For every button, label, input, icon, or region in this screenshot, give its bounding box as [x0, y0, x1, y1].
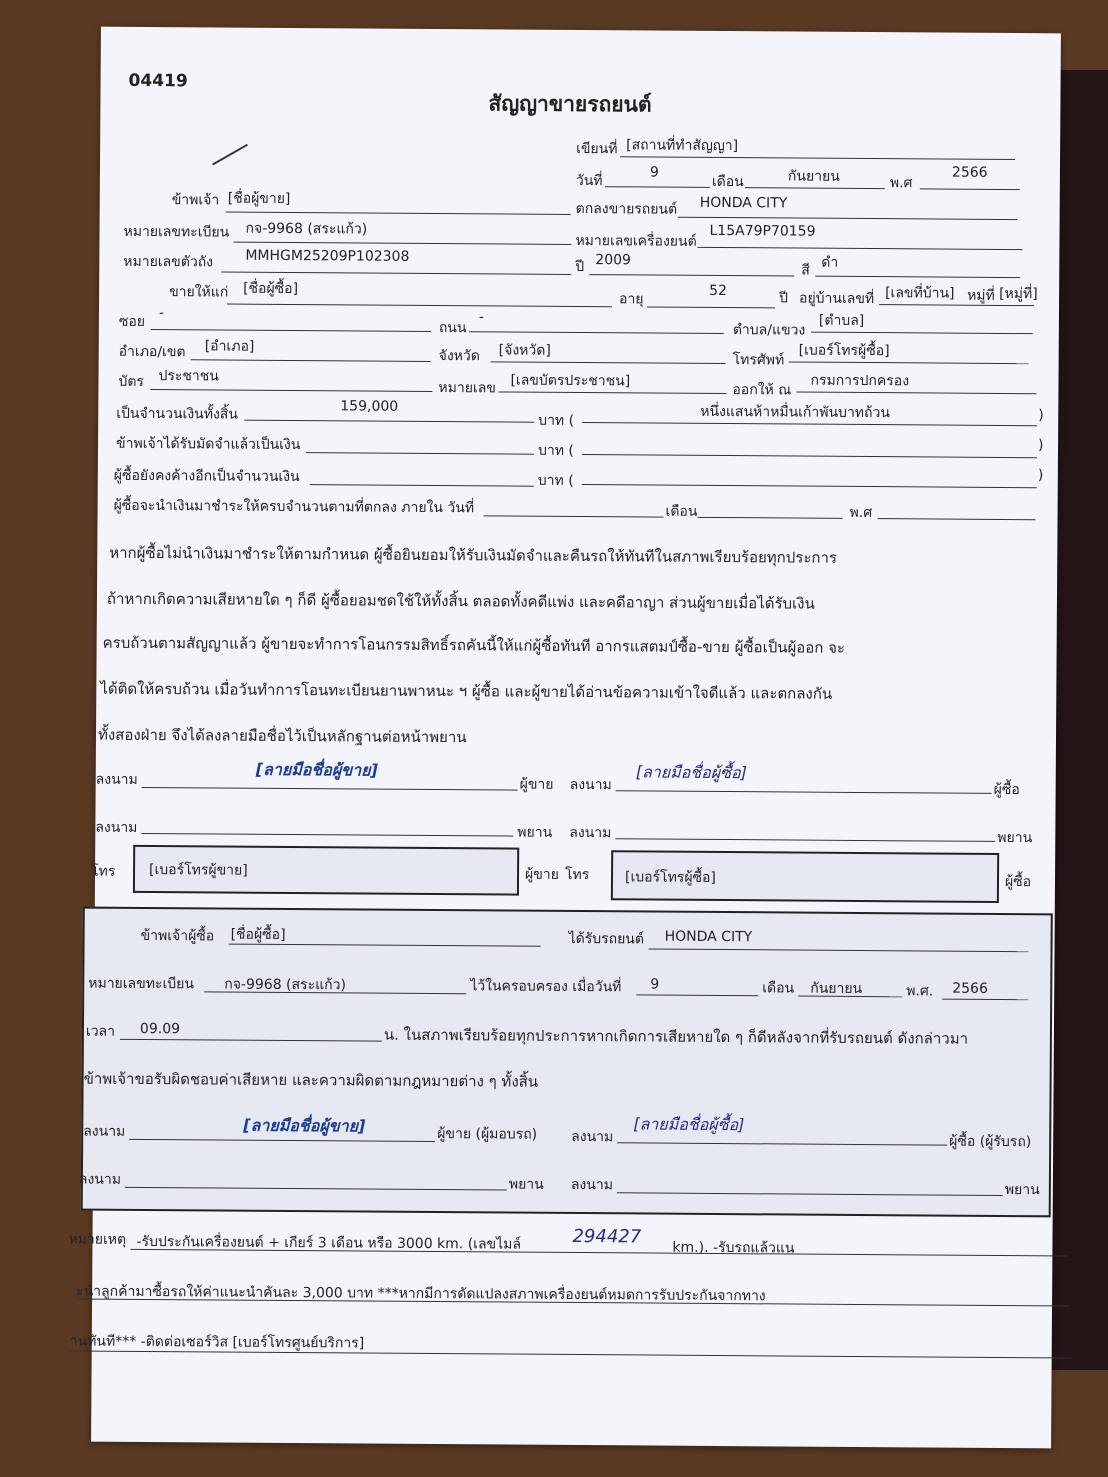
card-label: บัตร [118, 373, 145, 390]
road-label: ถนน [438, 320, 467, 337]
engine-value: L15A79P70159 [709, 222, 816, 240]
age-label: อายุ [619, 291, 644, 308]
clause-1: หากผู้ซื้อไม่นำเงินมาชำระให้ตามกำหนด ผู้ซื้อยินยอมให้รับเงินมัดจำและคืนรถให้ทันทีในสภาพเรียบร้อยทุกประการ [109, 543, 838, 567]
buyer-name: [ชื่อผู้ซื้อ] [243, 280, 299, 298]
plate-value: กจ-9968 (สระแก้ว) [245, 220, 368, 238]
receipt-car: HONDA CITY [664, 928, 753, 946]
pen-mark [212, 144, 248, 165]
plate-label: หมายเลขทะเบียน [123, 223, 230, 241]
total-label: เป็นจำนวนเงินทั้งสิ้น [116, 405, 238, 423]
clause-2: ถ้าหากเกิดความเสียหายใด ๆ ก็ดี ผู้ซื้อยอมชดใช้ให้ทั้งสิ้น ตลอดทั้งคดีแพ่ง และคดีอาญา ส่วนผู้ขายเมื่อได้รับเงิน [106, 589, 815, 613]
chassis-label: หมายเลขตัวถัง [123, 253, 214, 271]
seller-label: ข้าพเจ้า [171, 192, 220, 209]
receipt-time: 09.09 [139, 1020, 181, 1038]
issued-value: กรมการปกครอง [810, 372, 910, 390]
issued-label: ออกให้ ณ [732, 382, 792, 399]
buyer-phone-value: [เบอร์โทรผู้ซื้อ] [798, 342, 890, 360]
seller-phone-box [133, 845, 519, 896]
color-value: ดำ [821, 254, 839, 271]
remarks-label: หมายเหตุ [68, 1231, 127, 1248]
soi-label: ซอย [118, 313, 146, 330]
written-at-value: [สถานที่ทำสัญญา] [626, 137, 739, 155]
district-value: [อำเภอ] [204, 338, 255, 355]
remarks-line-1b: km.). -รับรถแล้วแน [672, 1239, 795, 1257]
buyer-phone-box-value: [เบอร์โทรผู้ซื้อ] [624, 869, 716, 886]
road-value: - [478, 309, 485, 326]
total-baht-label: บาท ( [538, 412, 575, 429]
document-number: 04419 [128, 70, 188, 92]
receipt-seller-signature: [ลายมือชื่อผู้ขาย] [243, 1115, 366, 1136]
chassis-value: MMHGM25209P102308 [245, 247, 410, 265]
age-value: 52 [709, 282, 728, 300]
deadline-label: ผู้ซื้อจะนำเงินมาชำระให้ครบจำนวนตามที่ตกลง ภายใน วันที่ [113, 497, 475, 517]
buyer-phone-label: โทรศัพท์ [732, 352, 785, 369]
clause-3: ครบถ้วนตามสัญญาแล้ว ผู้ขายจะทำการโอนกรรมสิทธิ์รถคันนี้ให้แก่ผู้ซื้อทันที อากรแสตมป์ซื้อ-ขาย ผู้ซื้อเป็นผู้ออก จะ [102, 633, 846, 657]
receipt-date: 9 [650, 976, 660, 993]
card-no-value: [เลขบัตรประชาชน] [510, 372, 631, 390]
phone-label: โทร [90, 863, 116, 880]
deposit-label: ข้าพเจ้าได้รับมัดจำแล้วเป็นเงิน [115, 435, 301, 454]
document-title: สัญญาขายรถยนต์ [488, 91, 652, 117]
color-label: สี [801, 262, 810, 279]
card-type-value: ประชาชน [158, 368, 219, 385]
house-value: [เลขที่บ้าน] [885, 285, 955, 302]
contract-paper: 04419 สัญญาขายรถยนต์ เขียนที่ [สถานที่ทำสัญญา] วันที่ 9 เดือน กันยายน พ.ศ 2566 ข้าพเจ้า [ชื่อผู้ขาย] ตกลงขายรถยนต์ HONDA CITY หมายเลขทะเบียน กจ-9968 (สระแก้ว) หมายเลขเครื่องยนต์ L15A79P70159 หมายเลขตัวถัง MMHGM25209P102308 ปี 2009 สี ดำ ขายให้แก่ [ชื่อผู้ซื้อ] อายุ 52 ปี อยู่บ้านเลขที่ [เลขที่บ้าน] หมู่ที่ [หมู่ที่] ซอย - ถนน - ตำบล/แขวง [ตำบล] อำเภอ/เขต [อำเภอ] จังหวัด [จังหวัด] โทรศัพท์ [เบอร์โทรผู้ซื้อ] บัตร ประชาชน หมายเลข [เลขบัตรประชาชน] ออกให้ ณ กรมการปกครอง เป็นจำนวนเงินทั้งสิ้น 159,000 บาท ( หนึ่งแสนห้าหมื่นเก้าพันบาทถ้วน ) ข้าพเจ้าได้รับมัดจำแล้วเป็นเงิน บาท ( ) ผู้ซื้อยังคงค้างอีกเป็นจำนวนเงิน บาท ( ) ผู้ซื้อจะนำเงินมาชำระให้ครบจำนวนตามที่ตกลง ภายใน วันที่ เดือน พ.ศ หากผู้ซื้อไม่นำเงินมาชำระให้ตามกำหนด ผู้ซื้อยินยอมให้รับเงินมัดจำและคืนรถให้ทันทีในสภาพเรียบร้อยทุกประการ ถ้าหากเกิดความเสียหายใด ๆ ก็ดี ผู้ซื้อยอมชดใช้ให้ทั้งสิ้น ตลอดทั้งคดีแพ่ง และคดีอาญา ส่วนผู้ขายเมื่อได้รับเงิน ครบถ้วนตามสัญญาแล้ว ผู้ขายจะทำการโอนกรรมสิทธิ์รถคันนี้ให้แก่ผู้ซื้อทันที อากรแสตมป์ซื้อ-ขาย ผู้ซื้อเป็นผู้ออก จะ ได้ติดให้ครบถ้วน เมื่อวันทำการโอนทะเบียนยานพาหนะ ฯ ผู้ซื้อ และผู้ขายได้อ่านข้อความเข้าใจดีแล้ว และตกลงกัน ทั้งสองฝ่าย จึงได้ลงลายมือชื่อไว้เป็นหลักฐานต่อหน้าพยาน ลงนาม [ลายมือชื่อผู้ขาย] ผู้ขาย ลงนาม [ลายมือชื่อผู้ซื้อ] ผู้ซื้อ ลงนาม พยาน ลงนาม พยาน โทร [เบอร์โทรผู้ขาย] ผู้ขาย โทร [เบอร์โทรผู้ซื้อ] ผู้ซื้อ ข้าพเจ้าผู้ซื้อ [ชื่อผู้ซื้อ] ได้รับรถยนต์ HONDA CITY หมายเลขทะเบียน กจ-9968 (สระแก้ว) ไว้ในครอบครอง เมื่อวันที่ 9 เดือน กันยายน พ.ศ. 2566 เวลา 09.09 น. ในสภาพเรียบร้อยทุกประการหากเกิดการเสียหายใด ๆ ก็ดีหลังจากที่รับรถยนต์ ดังกล่าวมา ข้าพเจ้าขอรับผิดชอบค่าเสียหาย และความผิดตามกฎหมายต่าง ๆ ทั้งสิ้น ลงนาม [ลายมือชื่อผู้ขาย] ผู้ขาย (ผู้มอบรถ) ลงนาม [ลายมือชื่อผู้ซื้อ] ผู้ซื้อ (ผู้รับรถ) ลงนาม พยาน ลงนาม พยาน หมายเหตุ -รับประกันเครื่องยนต์ + เกียร์ 3 เดือน หรือ 3000 km. (เลขไมล์ 294427 km.). -รับรถแล้วแน ะนำลูกค้ามาซื้อรถให้ค่าแนะนำคันละ 3,000 บาท ***หากมีการดัดแปลงสภาพเครื่องยนต์หมดการรับประกันจากทาง านทันที*** -ติดต่อเซอร์วิส [เบอร์โทรศูนย์บริการ] [91, 27, 1061, 1449]
province-value: [จังหวัด] [498, 342, 551, 359]
receipt-buyer-name: [ชื่อผู้ซื้อ] [230, 926, 286, 943]
car-year-label: ปี [575, 258, 585, 276]
seller-signature: [ลายมือชื่อผู้ขาย] [255, 759, 378, 780]
village-value: [หมู่ที่] [999, 285, 1038, 303]
mileage-value: 294427 [572, 1225, 642, 1248]
subdistrict-value: [ตำบล] [818, 312, 865, 330]
seller-name: [ชื่อผู้ขาย] [227, 190, 291, 207]
year-label: พ.ศ [889, 175, 913, 192]
receipt-year: 2566 [952, 980, 988, 997]
month-label: เดือน [711, 173, 744, 191]
remarks-line-2: ะนำลูกค้ามาซื้อรถให้ค่าแนะนำคันละ 3,000 บาท ***หากมีการดัดแปลงสภาพเครื่องยนต์หมดการรับประกันจากทาง [76, 1283, 766, 1305]
receipt-text-1: น. ในสภาพเรียบร้อยทุกประการหากเกิดการเสียหายใด ๆ ก็ดีหลังจากที่รับรถยนต์ ดังกล่าวมา [383, 1025, 969, 1048]
total-value: 159,000 [340, 398, 399, 415]
buyer-phone-box [611, 850, 999, 903]
delivery-receipt-box: ข้าพเจ้าผู้ซื้อ [ชื่อผู้ซื้อ] ได้รับรถยนต์ HONDA CITY หมายเลขทะเบียน กจ-9968 (สระแก้ว) ไว้ในครอบครอง เมื่อวันที่ 9 เดือน กันยายน พ.ศ. 2566 เวลา 09.09 น. ในสภาพเรียบร้อยทุกประการหากเกิดการเสียหายใด ๆ ก็ดีหลังจากที่รับรถยนต์ ดังกล่าวมา ข้าพเจ้าขอรับผิดชอบค่าเสียหาย และความผิดตามกฎหมายต่าง ๆ ทั้งสิ้น ลงนาม [ลายมือชื่อผู้ขาย] ผู้ขาย (ผู้มอบรถ) ลงนาม [ลายมือชื่อผู้ซื้อ] ผู้ซื้อ (ผู้รับรถ) ลงนาม พยาน ลงนาม พยาน [81, 907, 1053, 1218]
seller-phone-value: [เบอร์โทรผู้ขาย] [149, 862, 248, 879]
date-value: 9 [649, 164, 659, 181]
remarks-line-1a: -รับประกันเครื่องยนต์ + เกียร์ 3 เดือน หรือ 3000 km. (เลขไมล์ [136, 1233, 522, 1253]
date-label: วันที่ [575, 172, 603, 190]
card-no-label: หมายเลข [438, 380, 496, 397]
car-year-value: 2009 [595, 252, 632, 269]
buyer-signature: [ลายมือชื่อผู้ซื้อ] [635, 762, 747, 783]
engine-label: หมายเลขเครื่องยนต์ [575, 232, 697, 250]
written-at-label: เขียนที่ [576, 140, 618, 158]
receipt-month: กันยายน [810, 980, 863, 998]
clause-4: ได้ติดให้ครบถ้วน เมื่อวันทำการโอนทะเบียนยานพาหนะ ฯ ผู้ซื้อ และผู้ขายได้อ่านข้อความเข้าใจดีแล้ว และตกลงกัน [100, 679, 833, 703]
province-label: จังหวัด [438, 348, 480, 365]
car-model: HONDA CITY [699, 194, 788, 212]
receipt-plate: กจ-9968 (สระแก้ว) [224, 976, 347, 994]
remarks-line-3: านทันที*** -ติดต่อเซอร์วิส [เบอร์โทรศูนย์บริการ] [69, 1333, 365, 1352]
district-label: อำเภอ/เขต [118, 343, 186, 361]
soi-value: - [158, 305, 165, 322]
month-value: กันยายน [787, 168, 840, 185]
total-words: หนึ่งแสนห้าหมื่นเก้าพันบาทถ้วน [700, 403, 891, 422]
receipt-text-2: ข้าพเจ้าขอรับผิดชอบค่าเสียหาย และความผิดตามกฎหมายต่าง ๆ ทั้งสิ้น [83, 1069, 539, 1091]
agree-label: ตกลงขายรถยนต์ [575, 200, 678, 218]
receipt-buyer-signature: [ลายมือชื่อผู้ซื้อ] [633, 1114, 745, 1135]
house-label: อยู่บ้านเลขที่ [799, 290, 875, 308]
age-unit: ปี [779, 290, 789, 307]
clause-5: ทั้งสองฝ่าย จึงได้ลงลายมือชื่อไว้เป็นหลักฐานต่อหน้าพยาน [97, 725, 467, 747]
remaining-label: ผู้ซื้อยังคงค้างอีกเป็นจำนวนเงิน [113, 467, 300, 486]
buyer-label: ขายให้แก่ [169, 284, 229, 301]
year-value: 2566 [951, 164, 988, 181]
village-label: หมู่ที่ [967, 287, 995, 304]
subdistrict-label: ตำบล/แขวง [732, 322, 806, 339]
